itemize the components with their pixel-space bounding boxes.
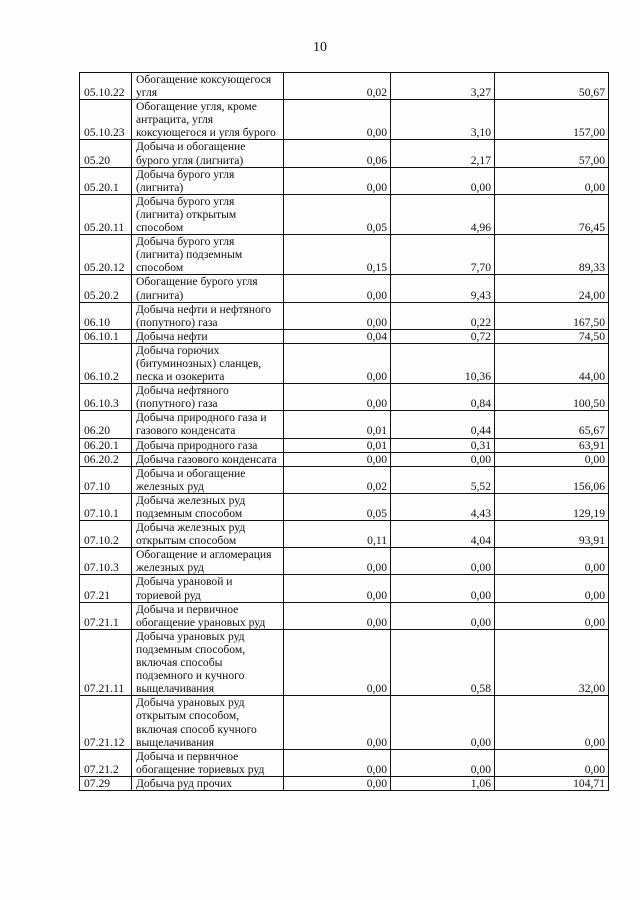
value-2-cell: 0,22 xyxy=(391,302,495,329)
value-1-cell: 0,00 xyxy=(284,776,391,790)
activity-code-cell: 05.20 xyxy=(80,140,132,167)
table-row xyxy=(80,73,609,100)
value-3-cell: 0,00 xyxy=(495,575,609,602)
table-row xyxy=(80,696,609,749)
activity-name-cell: Добыча урановой и ториевой руд xyxy=(132,575,284,602)
activity-code-cell: 07.21 xyxy=(80,575,132,602)
activity-code-cell: 07.10.3 xyxy=(80,548,132,575)
value-1-cell: 0,00 xyxy=(284,100,391,140)
value-2-cell: 10,36 xyxy=(391,343,495,383)
activity-name-cell: Добыча урановых руд открытым способом, включая способ кучного выщелачивания xyxy=(132,696,284,749)
value-2-cell: 0,00 xyxy=(391,602,495,629)
value-1-cell: 0,00 xyxy=(284,575,391,602)
value-3-cell: 89,33 xyxy=(495,235,609,275)
activity-name-cell: Добыча железных руд подземным способом xyxy=(132,493,284,520)
value-1-cell: 0,00 xyxy=(284,602,391,629)
activity-code-cell: 07.10.1 xyxy=(80,493,132,520)
activity-name-cell: Добыча и обогащение железных руд xyxy=(132,466,284,493)
activity-code-cell: 06.20.2 xyxy=(80,452,132,466)
value-1-cell: 0,00 xyxy=(284,629,391,695)
value-3-cell: 0,00 xyxy=(495,548,609,575)
activity-name-cell: Добыча нефти xyxy=(132,329,284,343)
value-1-cell: 0,01 xyxy=(284,411,391,438)
activity-name-cell: Добыча природного газа xyxy=(132,438,284,452)
value-3-cell: 93,91 xyxy=(495,521,609,548)
value-2-cell: 0,00 xyxy=(391,548,495,575)
value-1-cell: 0,00 xyxy=(284,548,391,575)
activity-name-cell: Добыча бурого угля (лигнита) подземным способом xyxy=(132,235,284,275)
table-row xyxy=(80,466,609,493)
activity-code-cell: 06.10 xyxy=(80,302,132,329)
value-2-cell: 0,00 xyxy=(391,749,495,776)
activity-name-cell: Добыча нефтяного (попутного) газа xyxy=(132,384,284,411)
table-row xyxy=(80,167,609,194)
activity-name-cell: Добыча и первичное обогащение урановых руд xyxy=(132,602,284,629)
activity-name-cell: Добыча и первичное обогащение ториевых руд xyxy=(132,749,284,776)
activity-name-cell: Добыча бурого угля (лигнита) открытым способом xyxy=(132,194,284,234)
table-row xyxy=(80,629,609,695)
table-row xyxy=(80,575,609,602)
value-1-cell: 0,11 xyxy=(284,521,391,548)
activity-code-cell: 05.20.1 xyxy=(80,167,132,194)
table-row xyxy=(80,521,609,548)
activity-name-cell: Обогащение угля, кроме антрацита, угля коксующегося и угля бурого xyxy=(132,100,284,140)
activity-code-cell: 07.10.2 xyxy=(80,521,132,548)
value-1-cell: 0,00 xyxy=(284,452,391,466)
value-2-cell: 0,00 xyxy=(391,452,495,466)
table-row xyxy=(80,235,609,275)
table-row xyxy=(80,384,609,411)
activity-name-cell: Добыча горючих (битуминозных) сланцев, песка и озокерита xyxy=(132,343,284,383)
activity-code-cell: 06.10.3 xyxy=(80,384,132,411)
value-1-cell: 0,06 xyxy=(284,140,391,167)
activity-code-cell: 05.10.22 xyxy=(80,73,132,100)
activity-name-cell: Добыча железных руд открытым способом xyxy=(132,521,284,548)
table-row xyxy=(80,493,609,520)
value-3-cell: 0,00 xyxy=(495,602,609,629)
value-3-cell: 100,50 xyxy=(495,384,609,411)
table-row xyxy=(80,302,609,329)
activity-code-cell: 07.21.2 xyxy=(80,749,132,776)
value-3-cell: 32,00 xyxy=(495,629,609,695)
value-2-cell: 3,10 xyxy=(391,100,495,140)
value-1-cell: 0,02 xyxy=(284,466,391,493)
table-row xyxy=(80,438,609,452)
activity-name-cell: Добыча природного газа и газового конденсата xyxy=(132,411,284,438)
value-3-cell: 0,00 xyxy=(495,696,609,749)
table-row xyxy=(80,194,609,234)
activity-code-cell: 07.10 xyxy=(80,466,132,493)
activity-name-cell: Добыча бурого угля (лигнита) xyxy=(132,167,284,194)
page-number: 10 xyxy=(313,40,327,55)
value-3-cell: 50,67 xyxy=(495,73,609,100)
table-row xyxy=(80,411,609,438)
value-1-cell: 0,00 xyxy=(284,384,391,411)
value-3-cell: 63,91 xyxy=(495,438,609,452)
activity-code-cell: 06.20.1 xyxy=(80,438,132,452)
value-3-cell: 104,71 xyxy=(495,776,609,790)
value-1-cell: 0,00 xyxy=(284,167,391,194)
activity-name-cell: Обогащение коксующегося угля xyxy=(132,73,284,100)
activity-name-cell: Добыча газового конденсата xyxy=(132,452,284,466)
activity-code-cell: 05.20.2 xyxy=(80,275,132,302)
activity-code-cell: 06.10.2 xyxy=(80,343,132,383)
value-2-cell: 5,52 xyxy=(391,466,495,493)
value-3-cell: 65,67 xyxy=(495,411,609,438)
table-row xyxy=(80,329,609,343)
table-row xyxy=(80,602,609,629)
table-row xyxy=(80,548,609,575)
value-2-cell: 7,70 xyxy=(391,235,495,275)
activity-name-cell: Обогащение бурого угля (лигнита) xyxy=(132,275,284,302)
value-1-cell: 0,01 xyxy=(284,438,391,452)
table-row xyxy=(80,275,609,302)
value-2-cell: 4,96 xyxy=(391,194,495,234)
value-3-cell: 76,45 xyxy=(495,194,609,234)
value-3-cell: 0,00 xyxy=(495,167,609,194)
table-row xyxy=(80,100,609,140)
value-2-cell: 4,04 xyxy=(391,521,495,548)
value-2-cell: 2,17 xyxy=(391,140,495,167)
value-1-cell: 0,00 xyxy=(284,275,391,302)
value-2-cell: 1,06 xyxy=(391,776,495,790)
value-2-cell: 0,00 xyxy=(391,167,495,194)
value-3-cell: 156,06 xyxy=(495,466,609,493)
value-1-cell: 0,05 xyxy=(284,493,391,520)
activity-code-cell: 06.20 xyxy=(80,411,132,438)
table-row xyxy=(80,749,609,776)
activity-code-cell: 07.21.11 xyxy=(80,629,132,695)
activity-name-cell: Добыча нефти и нефтяного (попутного) газа xyxy=(132,302,284,329)
value-3-cell: 44,00 xyxy=(495,343,609,383)
value-2-cell: 9,43 xyxy=(391,275,495,302)
table-row xyxy=(80,140,609,167)
value-1-cell: 0,05 xyxy=(284,194,391,234)
value-1-cell: 0,00 xyxy=(284,302,391,329)
value-2-cell: 4,43 xyxy=(391,493,495,520)
table-body xyxy=(80,73,609,791)
value-2-cell: 3,27 xyxy=(391,73,495,100)
value-3-cell: 129,19 xyxy=(495,493,609,520)
activity-code-cell: 05.10.23 xyxy=(80,100,132,140)
activity-code-cell: 05.20.11 xyxy=(80,194,132,234)
value-3-cell: 57,00 xyxy=(495,140,609,167)
value-2-cell: 0,72 xyxy=(391,329,495,343)
activity-code-cell: 07.29 xyxy=(80,776,132,790)
value-3-cell: 157,00 xyxy=(495,100,609,140)
value-3-cell: 167,50 xyxy=(495,302,609,329)
value-2-cell: 0,00 xyxy=(391,575,495,602)
value-2-cell: 0,31 xyxy=(391,438,495,452)
value-3-cell: 0,00 xyxy=(495,749,609,776)
activity-code-cell: 07.21.12 xyxy=(80,696,132,749)
value-2-cell: 0,58 xyxy=(391,629,495,695)
value-2-cell: 0,44 xyxy=(391,411,495,438)
activity-name-cell: Добыча урановых руд подземным способом, включая способы подземного и кучного выщелачивания xyxy=(132,629,284,695)
activity-name-cell: Обогащение и агломерация железных руд xyxy=(132,548,284,575)
value-1-cell: 0,00 xyxy=(284,343,391,383)
table-row xyxy=(80,776,609,790)
value-3-cell: 24,00 xyxy=(495,275,609,302)
value-3-cell: 0,00 xyxy=(495,452,609,466)
value-1-cell: 0,00 xyxy=(284,696,391,749)
activity-code-cell: 07.21.1 xyxy=(80,602,132,629)
value-1-cell: 0,04 xyxy=(284,329,391,343)
table-row xyxy=(80,452,609,466)
activity-name-cell: Добыча и обогащение бурого угля (лигнита) xyxy=(132,140,284,167)
value-1-cell: 0,15 xyxy=(284,235,391,275)
table-row xyxy=(80,343,609,383)
value-1-cell: 0,02 xyxy=(284,73,391,100)
data-table xyxy=(79,72,609,791)
value-3-cell: 74,50 xyxy=(495,329,609,343)
activity-name-cell: Добыча руд прочих xyxy=(132,776,284,790)
value-1-cell: 0,00 xyxy=(284,749,391,776)
value-2-cell: 0,00 xyxy=(391,696,495,749)
activity-code-cell: 05.20.12 xyxy=(80,235,132,275)
value-2-cell: 0,84 xyxy=(391,384,495,411)
activity-code-cell: 06.10.1 xyxy=(80,329,132,343)
